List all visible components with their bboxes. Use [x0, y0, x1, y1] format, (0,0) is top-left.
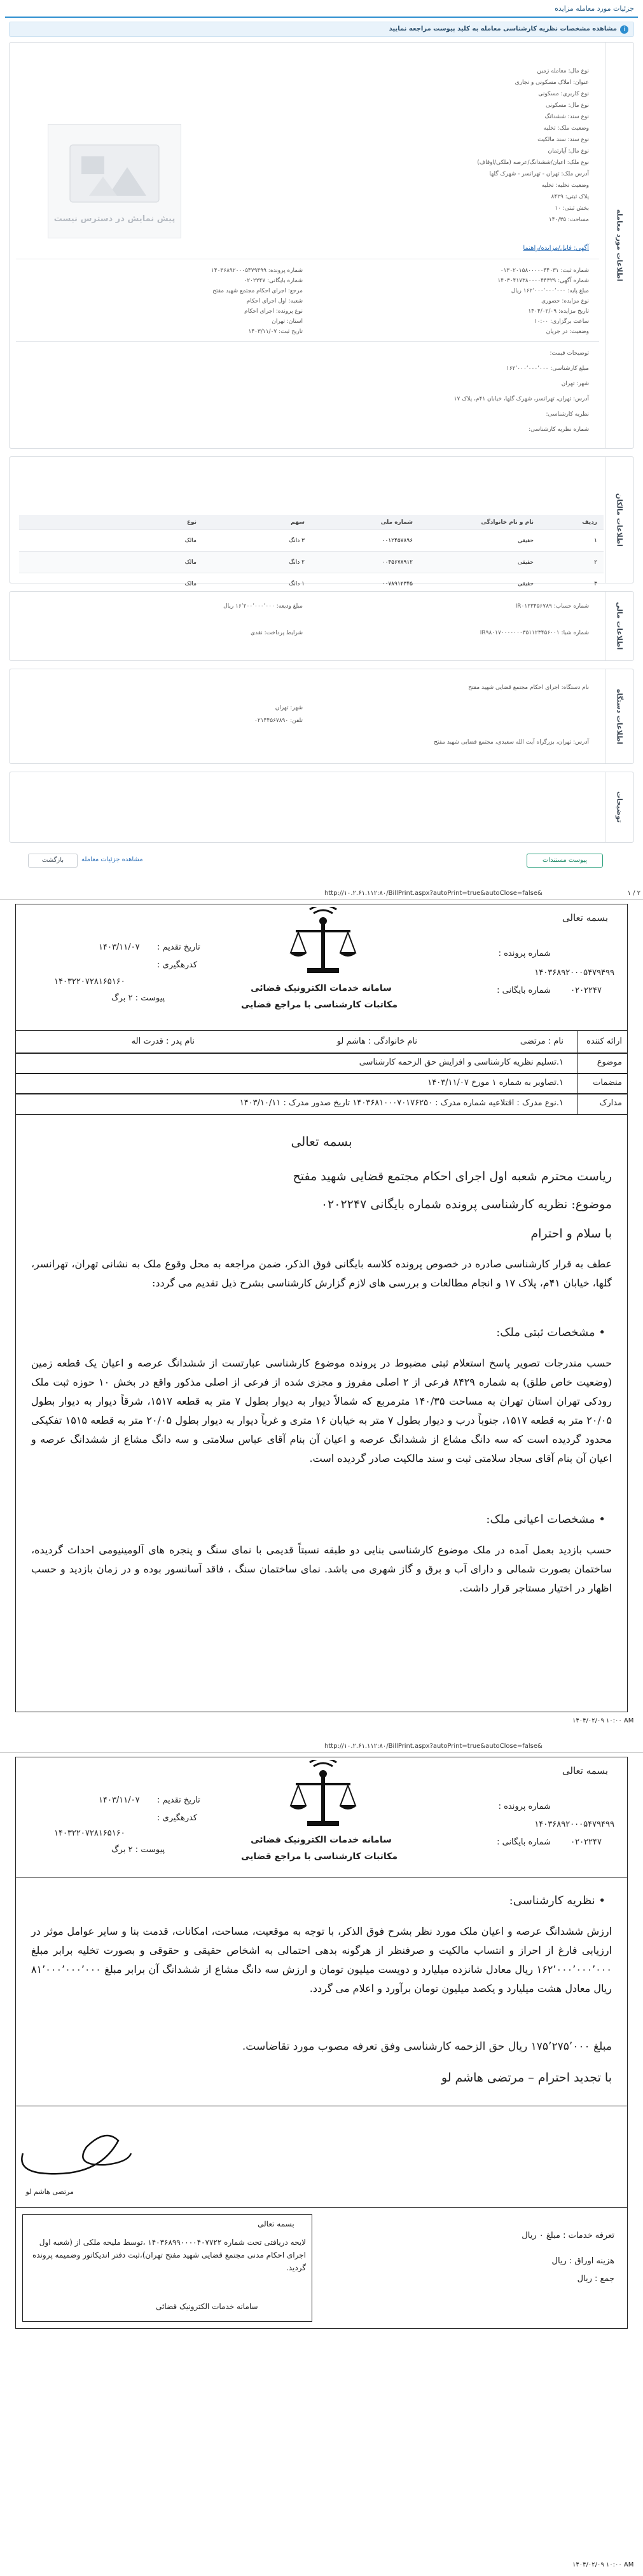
back-button[interactable] — [28, 854, 78, 868]
case-detail-left-row: شماره پرونده: ۱۴۰۳۶۸۹۲۰۰۰۵۴۷۹۴۹۹ — [211, 268, 303, 274]
property-info-row: نوع مال: آپارتمان — [548, 148, 589, 154]
docs-label: مدارک — [599, 1098, 622, 1108]
receipt-org: سامانه خدمات الکترونیک قضائی — [156, 2302, 258, 2311]
date: ۱۴۰۳/۱۱/۰۷ — [99, 943, 140, 952]
letter-body — [15, 1115, 628, 1712]
case-extra-row: توضیحات قیمت: — [550, 350, 589, 357]
notes-section — [9, 772, 634, 843]
header-bismillah-2: بسمه تعالی — [562, 1765, 608, 1776]
case-detail-right-row: تاریخ مزایده: ۱۴۰۴/۰۲/۰۹ — [528, 308, 589, 315]
addressee-line: ریاست محترم شعبه اول اجرای احکام مجتمع قضایی شهید مفتح — [293, 1169, 612, 1183]
case-detail-right-row: مبلغ پایه: ۱۶۲٬۰۰۰٬۰۰۰٬۰۰۰ ریال — [511, 288, 589, 294]
owners-cell: مالک — [184, 559, 197, 566]
owners-cell: حقیقی — [518, 559, 534, 566]
opinion-paragraph: ارزش ششدانگ عرصه و اعیان ملک مورد نظر بشرح فوق الذکر، با توجه به موقعیت، مساحت، امکانات، قدمت بنا و سایر عوامل موثر در ارزیابی فارغ از احراز و انتساب مالکیت و صرفنظر از هرگونه بدهی احتمالی به اشخاص حقیقی و حقوقی و بصورت تخلیه برابر مبلغ ۱۶۲٬۰۰۰٬۰۰۰٬۰۰۰ ریال معادل شانزده میلیارد و دویست میلیون تومان و ارزش سه دانگ مشاع از ششدانگ آن برابر مبلغ ۸۱٬۰۰۰٬۰۰۰٬۰۰۰ ریال معادل هشت میلیارد و یکصد میلیون تومان برآورد و اعلام می گردد. — [31, 1925, 612, 1994]
case-extra-row: آدرس: تهران، تهرانسر، شهرک گلها، خیابان ۴۱م، پلاک ۱۷ — [453, 396, 589, 402]
property-info-row: نوع سند: سند مالکیت — [537, 137, 589, 143]
date-label-2: تاریخ تقدیم : — [157, 1796, 200, 1805]
owners-cell: ۳ — [594, 580, 597, 587]
owners-cell: ۱ دانگ — [289, 580, 305, 587]
case-details-panel — [0, 0, 643, 877]
case-detail-left-row: مرجع: اجرای احکام مجتمع شهید مفتح — [212, 288, 303, 294]
subject-line: موضوع: نظریه کارشناسی پرونده شماره بایگانی ۰۲۰۲۲۴۷ — [321, 1197, 612, 1211]
case-detail-right-row: نوع مزایده: حضوری — [541, 298, 589, 304]
panel-header — [5, 0, 638, 18]
opinion-heading: • نظریه کارشناسی: — [509, 1894, 605, 1907]
owners-header-row — [19, 515, 604, 530]
finance-payment: شرایط پرداخت: نقدی — [250, 630, 303, 636]
header-bismillah: بسمه تعالی — [562, 912, 608, 923]
owners-header-cell: سهم — [291, 519, 305, 526]
closing-line: با تجدید احترام – مرتضی هاشم لو — [441, 2071, 612, 2085]
owners-header-cell: ردیف — [582, 519, 597, 526]
property-info-row: نوع مال: معامله زمین — [537, 68, 589, 74]
case-no-label-2: شماره پرونده : — [498, 1802, 551, 1811]
submitter-family: نام خانوادگی : هاشم لو — [336, 1037, 417, 1046]
image-placeholder-icon — [64, 139, 165, 208]
intro-paragraph: عطف به قرار کارشناسی صادره در خصوص پرونده کلاسه بایگانی فوق الذکر، ضمن مراجعه به محل وقوع ملک به نشانی تهران، تهرانسر، گلها، خیابان ۴۱م، پلاک ۱۷ و انجام مطالعات و بررسی های لازم گزارش کارشناسی بشرح ذیل تقدیم می گردد: — [31, 1258, 612, 1289]
notes-section-label: توضیحات — [615, 791, 624, 823]
archive-no-2: ۰۲۰۲۲۴۷ — [570, 1837, 602, 1847]
property-info-row: نوع مال: مسکونی — [546, 102, 589, 109]
property-info-row: نوع سند: ششدانگ — [544, 114, 589, 120]
submitter-father: نام پدر : قدرت اله — [131, 1037, 195, 1046]
property-info-row: پلاک ثبتی: ۸۴۲۹ — [551, 194, 589, 200]
office-address: آدرس: تهران، بزرگراه آیت الله سعیدی، مجتمع قضایی شهید مفتح — [434, 739, 589, 746]
owners-cell: ۳ دانگ — [289, 537, 305, 544]
property-photo-placeholder — [48, 124, 181, 238]
greeting-line: با سلام و احترام — [530, 1227, 612, 1241]
bidding-link[interactable]: آگهی: فایل/مزایده/راهنما — [523, 245, 589, 252]
finance-account: شماره حساب: IR۰۱۲۳۴۵۶۷۸۹ — [515, 603, 589, 610]
owners-section-label: اطلاعات مالکان — [615, 493, 624, 547]
owners-cell: ۰۰۴۵۶۷۸۹۱۲ — [382, 559, 413, 566]
property-info-row: عنوان: املاک مسکونی و تجاری — [515, 79, 589, 86]
subject-value: ۱.تسلیم نظریه کارشناسی و افزایش حق الزحمه کارشناسی — [359, 1058, 563, 1067]
print-header-2 — [0, 1741, 643, 1753]
archive-no: ۰۲۰۲۲۴۷ — [570, 986, 602, 995]
finance-section-label: اطلاعات مالی — [615, 602, 624, 650]
judiciary-emblem-icon-2 — [282, 1760, 364, 1836]
finance-section — [9, 591, 634, 661]
case-extra-row: نظریه کارشناسی: — [546, 411, 589, 418]
org-dept-2: مکاتبات کارشناسی با مراجع قضایی — [241, 1851, 398, 1862]
print-url-2: http://۱۰.۲.۶۱.۱۱۲:۸۰/BillPrint.aspx?autoPrint=true&autoClose=false& — [324, 1743, 543, 1750]
case-no: ۱۴۰۳۶۸۹۲۰۰۰۵۴۷۹۴۹۹ — [534, 968, 614, 978]
owners-table — [19, 515, 604, 595]
office-section — [9, 669, 634, 764]
case-detail-right-row: وضعیت: در جریان — [546, 329, 589, 335]
case-no-label: شماره پرونده : — [498, 949, 551, 958]
finance-deposit: مبلغ ودیعه: ۱۶٬۲۰۰٬۰۰۰٬۰۰۰ ریال — [223, 603, 303, 610]
office-name: نام دستگاه: اجرای احکام مجتمع قضایی شهید مفتح — [468, 685, 589, 691]
registration-heading: • مشخصات ثبتی ملک: — [496, 1326, 605, 1339]
property-info-row: آدرس ملک: تهران - تهرانسر - شهرک گلها — [489, 171, 589, 177]
tariff-paper: هزینه اوراق : ریال — [551, 2256, 614, 2266]
owners-header-cell: نوع — [186, 519, 197, 526]
owners-cell: ۰۰۱۲۴۵۷۸۹۶ — [382, 537, 413, 544]
view-details-link[interactable]: مشاهده جزئیات معامله — [81, 856, 143, 863]
owners-cell: ۰۰۷۸۹۱۲۳۴۵ — [382, 580, 413, 587]
case-extra-row: شهر: تهران — [561, 381, 589, 387]
owners-cell: حقیقی — [518, 537, 534, 544]
owners-cell: حقیقی — [518, 580, 534, 587]
property-info-row: بخش ثبتی: ۱۰ — [555, 205, 589, 212]
building-heading: • مشخصات اعیانی ملک: — [486, 1513, 605, 1526]
panel-title: جزئیات مورد معامله مزایده — [555, 4, 634, 13]
owners-cell: ۱ — [594, 537, 597, 544]
info-icon: i — [620, 25, 628, 34]
owners-row[interactable] — [19, 552, 604, 573]
attach-count: پیوست : ۲ برگ — [111, 993, 165, 1003]
case-no-2: ۱۴۰۳۶۸۹۲۰۰۰۵۴۷۹۴۹۹ — [534, 1820, 614, 1829]
property-info-row: نوع کاربری: مسکونی — [538, 91, 589, 97]
property-info-row: مساحت: ۱۴۰/۳۵ — [548, 217, 589, 223]
docs-value: ۱.نوع مدرک : اقتلاعیه شماره مدرک : ۱۴۰۳۶۸۱۰۰۰۷۰۱۷۶۲۵۰ تاریخ صدور مدرک : ۱۴۰۳/۱۰/۱۱ — [239, 1098, 563, 1108]
org-name: سامانه خدمات الکترونیک قضائی — [251, 983, 392, 993]
case-detail-left-row: نوع پرونده: اجرای احکام — [244, 308, 303, 315]
org-dept: مکاتبات کارشناسی با مراجع قضایی — [241, 1000, 398, 1010]
letter-header-box — [15, 904, 628, 1031]
page2-footer-date: ۱۴۰۴/۰۲/۰۹ ۱۰:۰۰ AM — [572, 2561, 634, 2568]
date-2: ۱۴۰۳/۱۱/۰۷ — [99, 1796, 140, 1805]
info-alert — [9, 22, 634, 37]
judiciary-emblem-icon — [282, 907, 364, 983]
letter-info-grid — [15, 1031, 628, 1115]
attach-count-2: پیوست : ۲ برگ — [111, 1845, 165, 1855]
fee-line: مبلغ ۱۷۵٬۲۷۵٬۰۰۰ ریال حق الزحمه کارشناسی وفق تعرفه مصوب مورد تقاضاست. — [242, 2040, 612, 2053]
finance-sheba: شماره شبا: IR۹۸۰۱۷۰۰۰۰۰۰۰۳۵۱۱۲۳۴۵۶۰۰۱ — [480, 630, 589, 636]
tariff-service: تعرفه خدمات : مبلغ ۰ ریال — [522, 2231, 614, 2240]
owners-row[interactable] — [19, 530, 604, 552]
tariff-total: جمع : ریال — [577, 2274, 614, 2284]
alert-text: مشاهده مشخصات نظریه کارشناسی معامله به کلید پیوست مراجعه نمایید — [389, 25, 617, 32]
letter-body-2 — [15, 1877, 628, 2106]
property-info-row: نوع ملک: اعیان/ششدانگ/عرصه (ملکی/اوقاف) — [477, 160, 589, 166]
case-detail-right-row: شماره ثبت: ۰۱۳۰۲۰۱۵۸۰۰۰۰۰۴۴۰۳۱ — [500, 268, 589, 274]
office-city: شهر: تهران — [275, 705, 303, 711]
registration-paragraph: حسب مندرجات تصویر پاسخ استعلام ثبتی مضبوط در پرونده موضوع کارشناسی عبارتست از ششدانگ عرصه و اعیان یک قطعه زمین (وضعیت خاص طلق) به شماره ۸۴۲۹ فرعی از ۲ اصلی مفروز و مجزی شده از فرعی از اصلی مذکور واقع در بخش ۱۰ حوزه ثبت ملک رودکی تهران استان تهران به مساحت ۱۴۰/۳۵ مترمربع که شمالاً دیوار به دیوار بطول ۷ متر به قطعه ۱۵۱۷، شرقاً دیوار به دیوار بطول ۲۰/۰۵ متر به قطعه ۱۵۱۷، جنوباً درب و دیوار بطول ۷ متر به خیابان ۱۶ متری و غرباً دیوار به دیوار بطول ۲۰/۰۵ متر به قطعه ۱۵۱۵ تفکیکی محدود گردیده است که سه دانگ مشاع از ششدانگ عرصه و اعیان آن بنام آقای عباس سلامتی و سه دانگ مشاع از ششدانگ عرصه و اعیان آن بنام آقای سجاد سلامتی ثبت و سند مالکیت صادر گردیده است. — [31, 1357, 612, 1464]
case-detail-left-row: استان: تهران — [272, 318, 303, 325]
case-extra-row: مبلغ کارشناسی: ۱۶۲٬۰۰۰٬۰۰۰٬۰۰۰ — [506, 365, 589, 372]
tracking-label: کدرهگیری : — [157, 960, 198, 970]
letter-header-box-2 — [15, 1757, 628, 1877]
archive-label: شماره بایگانی : — [497, 986, 551, 995]
date-label: تاریخ تقدیم : — [157, 943, 200, 952]
property-info-row: وضعیت ملک: تخلیه — [543, 125, 589, 132]
signer-name: مرتضی هاشم لو — [25, 2188, 74, 2196]
submitter-name: نام : مرتضی — [520, 1037, 563, 1046]
body-bismillah: بسمه تعالی — [291, 1134, 352, 1149]
attachments-label: منضمات — [593, 1078, 622, 1087]
property-section-label: اطلاعات مورد معامله — [615, 209, 624, 282]
property-info-row: وضعیت تخلیه: تخلیه — [541, 182, 589, 189]
case-detail-left-row: شماره بایگانی: ۰۲۰۲۲۴۷ — [244, 278, 303, 284]
owners-cell: ۲ دانگ — [289, 559, 305, 566]
photo-caption: پیش نمایش در دسترس نیست — [53, 214, 176, 224]
print-page-2 — [0, 1741, 643, 2574]
property-section — [9, 42, 634, 449]
back-button-label: بازگشت — [41, 857, 64, 864]
office-section-label: اطلاعات دستگاه — [615, 688, 624, 744]
owners-header-cell: شماره ملی — [380, 519, 413, 526]
building-paragraph: حسب بازدید بعمل آمده در ملک موضوع کارشناسی بنایی دو طبقه نسبتاً قدیمی با نمای سنگ و پنجره های آلومینیومی احداث گردیده، ساختمان بصورت شمالی و دارای آب و برق و گاز شهری می باشد. نمای ساختمان سنگ ، فاقد آسانسور بوده و در زمان بازدید و حسب اظهار در اختیار مستاجر قرار داشت. — [31, 1544, 612, 1594]
tracking-label-2: کدرهگیری : — [157, 1813, 198, 1823]
page1-footer-date: ۱۴۰۴/۰۲/۰۹ ۱۰:۰۰ AM — [572, 1717, 634, 1724]
case-detail-right-row: شماره آگهی: ۱۴۰۳۰۴۱۷۳۸۰۰۰۰۴۴۳۲۹ — [497, 278, 589, 284]
attachments-button[interactable] — [527, 854, 603, 868]
archive-label-2: شماره بایگانی : — [497, 1837, 551, 1847]
tracking-code-2: ۱۴۰۳۲۲۰۷۲۸۱۶۵۱۶۰ — [54, 1829, 125, 1838]
case-detail-left-row: تاریخ ثبت: ۱۴۰۳/۱۱/۰۷ — [248, 329, 303, 335]
attachments-button-label: پیوست مستندات — [542, 857, 588, 864]
receipt-title: بسمه تعالی — [258, 2219, 294, 2228]
receipt-box — [15, 2208, 628, 2329]
tracking-code: ۱۴۰۳۲۲۰۷۲۸۱۶۵۱۶۰ — [54, 977, 125, 986]
signature-box — [15, 2106, 628, 2208]
case-detail-right-row: ساعت برگزاری: ۱۰:۰۰ — [534, 318, 589, 325]
owners-header-cell: نام و نام خانوادگی — [481, 519, 534, 526]
signature-image — [10, 2115, 137, 2185]
attachments-value: ۱.تصاویر به شماره ۱ مورخ ۱۴۰۳/۱۱/۰۷ — [427, 1078, 563, 1087]
owners-cell: ۲ — [594, 559, 597, 566]
subject-label: موضوع — [597, 1058, 622, 1067]
submitter-label: ارائه کننده — [586, 1037, 622, 1046]
page1-number: ۲ / ۱ — [627, 890, 640, 897]
case-detail-left-row: شعبه: اول اجرای احکام — [246, 298, 303, 304]
print-page-1 — [0, 885, 643, 1736]
owners-cell: مالک — [184, 580, 197, 587]
office-phone: تلفن: ۰۲۱۴۴۵۶۷۸۹۰ — [254, 718, 303, 724]
receipt-text: لایحه دریافتی تحت شماره ۱۴۰۳۶۸۹۹۰۰۰۰۴۰۷۷۲۲ ،توسط ملیحه ملکی از (شعبه اول اجرای احکام مدنی مجتمع قضایی شهید مفتح تهران)،ثبت دفتر اندیکاتور وضمیمه پرونده گردید. — [32, 2238, 306, 2272]
print-header — [0, 889, 643, 900]
print-url: http://۱۰.۲.۶۱.۱۱۲:۸۰/BillPrint.aspx?autoPrint=true&autoClose=false& — [324, 890, 543, 897]
case-extra-row: شماره نظریه کارشناسی: — [529, 426, 589, 433]
owners-cell: مالک — [184, 537, 197, 544]
org-name-2: سامانه خدمات الکترونیک قضائی — [251, 1835, 392, 1845]
